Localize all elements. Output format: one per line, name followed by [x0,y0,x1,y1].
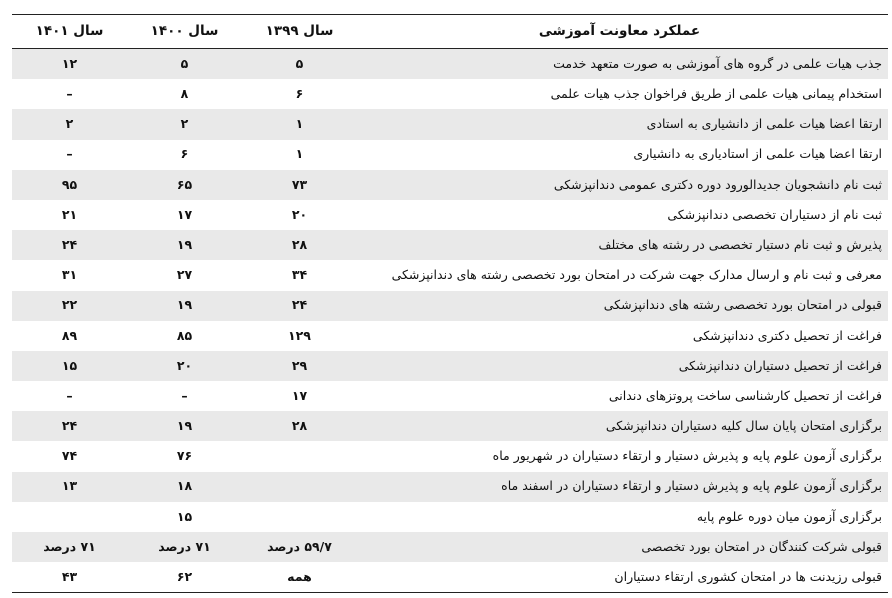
table-row [12,441,888,471]
cell-1400: ۱۹ [127,230,242,260]
cell-1400: ۷۶ [127,441,242,471]
cell-1399 [242,502,357,532]
cell-1399: ۶ [242,79,357,109]
cell-1399: ۲۸ [242,411,357,441]
cell-1401: ۱۳ [12,472,127,502]
row-label: فراغت از تحصیل دستیاران دندانپزشکی [357,351,888,381]
cell-1400: ۶۲ [127,562,242,593]
cell-1399: ۷۳ [242,170,357,200]
cell-1400: ۱۸ [127,472,242,502]
cell-1400: ۸ [127,79,242,109]
table-row [12,79,888,109]
table-row [12,140,888,170]
header-year-1399: سال ۱۳۹۹ [242,15,357,49]
cell-1400: ۷۱ درصد [127,532,242,562]
row-label: برگزاری آزمون میان دوره علوم پایه [357,502,888,532]
table-row [12,351,888,381]
cell-1399: ۱ [242,140,357,170]
row-label: معرفی و ثبت نام و ارسال مدارک جهت شرکت در امتحان بورد تخصصی رشته های دندانپزشکی [357,260,888,290]
row-label: ثبت نام دانشجویان جدیدالورود دوره دکتری عمومی دندانپزشکی [357,170,888,200]
row-label: پذیرش و ثبت نام دستیار تخصصی در رشته های مختلف [357,230,888,260]
cell-1400: ۶۵ [127,170,242,200]
cell-1399 [242,441,357,471]
cell-1401: ۲۴ [12,230,127,260]
table-row [12,291,888,321]
row-label: جذب هیات علمی در گروه های آموزشی به صورت متعهد خدمت [357,49,888,80]
table-row [12,411,888,441]
row-label: ارتقا اعضا هیات علمی از دانشیاری به استادی [357,109,888,139]
cell-1401: ۲۲ [12,291,127,321]
cell-1401: ۴۳ [12,562,127,593]
row-label: برگزاری امتحان پایان سال کلیه دستیاران دندانپزشکی [357,411,888,441]
cell-1401: ۹۵ [12,170,127,200]
row-label: قبولی رزیدنت ها در امتحان کشوری ارتقاء دستیاران [357,562,888,593]
cell-1399: ۲۹ [242,351,357,381]
row-label: فراغت از تحصیل کارشناسی ساخت پروتزهای دندانی [357,381,888,411]
cell-1400: ۱۷ [127,200,242,230]
table-row [12,381,888,411]
cell-1399: ۱۲۹ [242,321,357,351]
cell-1400: ۶ [127,140,242,170]
cell-1401: – [12,140,127,170]
table-row [12,472,888,502]
row-label: ثبت نام از دستیاران تخصصی دندانپزشکی [357,200,888,230]
cell-1399: ۱ [242,109,357,139]
cell-1399: ۵ [242,49,357,80]
row-label: ارتقا اعضا هیات علمی از استادیاری به دانشیاری [357,140,888,170]
table-row [12,200,888,230]
academic-performance-table [12,14,888,593]
table-row [12,321,888,351]
row-label: فراغت از تحصیل دکتری دندانپزشکی [357,321,888,351]
cell-1399 [242,472,357,502]
cell-1401: ۷۱ درصد [12,532,127,562]
table-row [12,532,888,562]
cell-1399: همه [242,562,357,593]
cell-1401: ۲ [12,109,127,139]
cell-1399: ۱۷ [242,381,357,411]
table-header-row [12,15,888,49]
cell-1400: ۵ [127,49,242,80]
cell-1400: ۲۰ [127,351,242,381]
cell-1400: ۲ [127,109,242,139]
table-row [12,170,888,200]
table-row [12,109,888,139]
cell-1401: – [12,79,127,109]
table-row [12,562,888,593]
row-label: برگزاری آزمون علوم پایه و پذیرش دستیار و ارتقاء دستیاران در اسفند ماه [357,472,888,502]
cell-1401: ۸۹ [12,321,127,351]
cell-1400: ۱۹ [127,411,242,441]
cell-1401 [12,502,127,532]
cell-1400: ۱۵ [127,502,242,532]
cell-1400: ۱۹ [127,291,242,321]
table-row [12,49,888,80]
cell-1401: ۷۴ [12,441,127,471]
table-row [12,230,888,260]
row-label: قبولی در امتحان بورد تخصصی رشته های دندانپزشکی [357,291,888,321]
row-label: قبولی شرکت کنندگان در امتحان بورد تخصصی [357,532,888,562]
cell-1401: – [12,381,127,411]
cell-1399: ۲۴ [242,291,357,321]
row-label: استخدام پیمانی هیات علمی از طریق فراخوان جذب هیات علمی [357,79,888,109]
cell-1401: ۲۴ [12,411,127,441]
cell-1399: ۲۰ [242,200,357,230]
header-label: عملکرد معاونت آموزشی [357,15,888,49]
table-body [12,49,888,593]
cell-1399: ۲۸ [242,230,357,260]
cell-1401: ۳۱ [12,260,127,290]
cell-1401: ۲۱ [12,200,127,230]
header-year-1400: سال ۱۴۰۰ [127,15,242,49]
cell-1401: ۱۵ [12,351,127,381]
cell-1399: ۳۴ [242,260,357,290]
cell-1401: ۱۲ [12,49,127,80]
row-label: برگزاری آزمون علوم پایه و پذیرش دستیار و ارتقاء دستیاران در شهریور ماه [357,441,888,471]
table-row [12,260,888,290]
header-year-1401: سال ۱۴۰۱ [12,15,127,49]
cell-1400: ۲۷ [127,260,242,290]
cell-1399: ۵۹/۷ درصد [242,532,357,562]
cell-1400: – [127,381,242,411]
table-row [12,502,888,532]
cell-1400: ۸۵ [127,321,242,351]
